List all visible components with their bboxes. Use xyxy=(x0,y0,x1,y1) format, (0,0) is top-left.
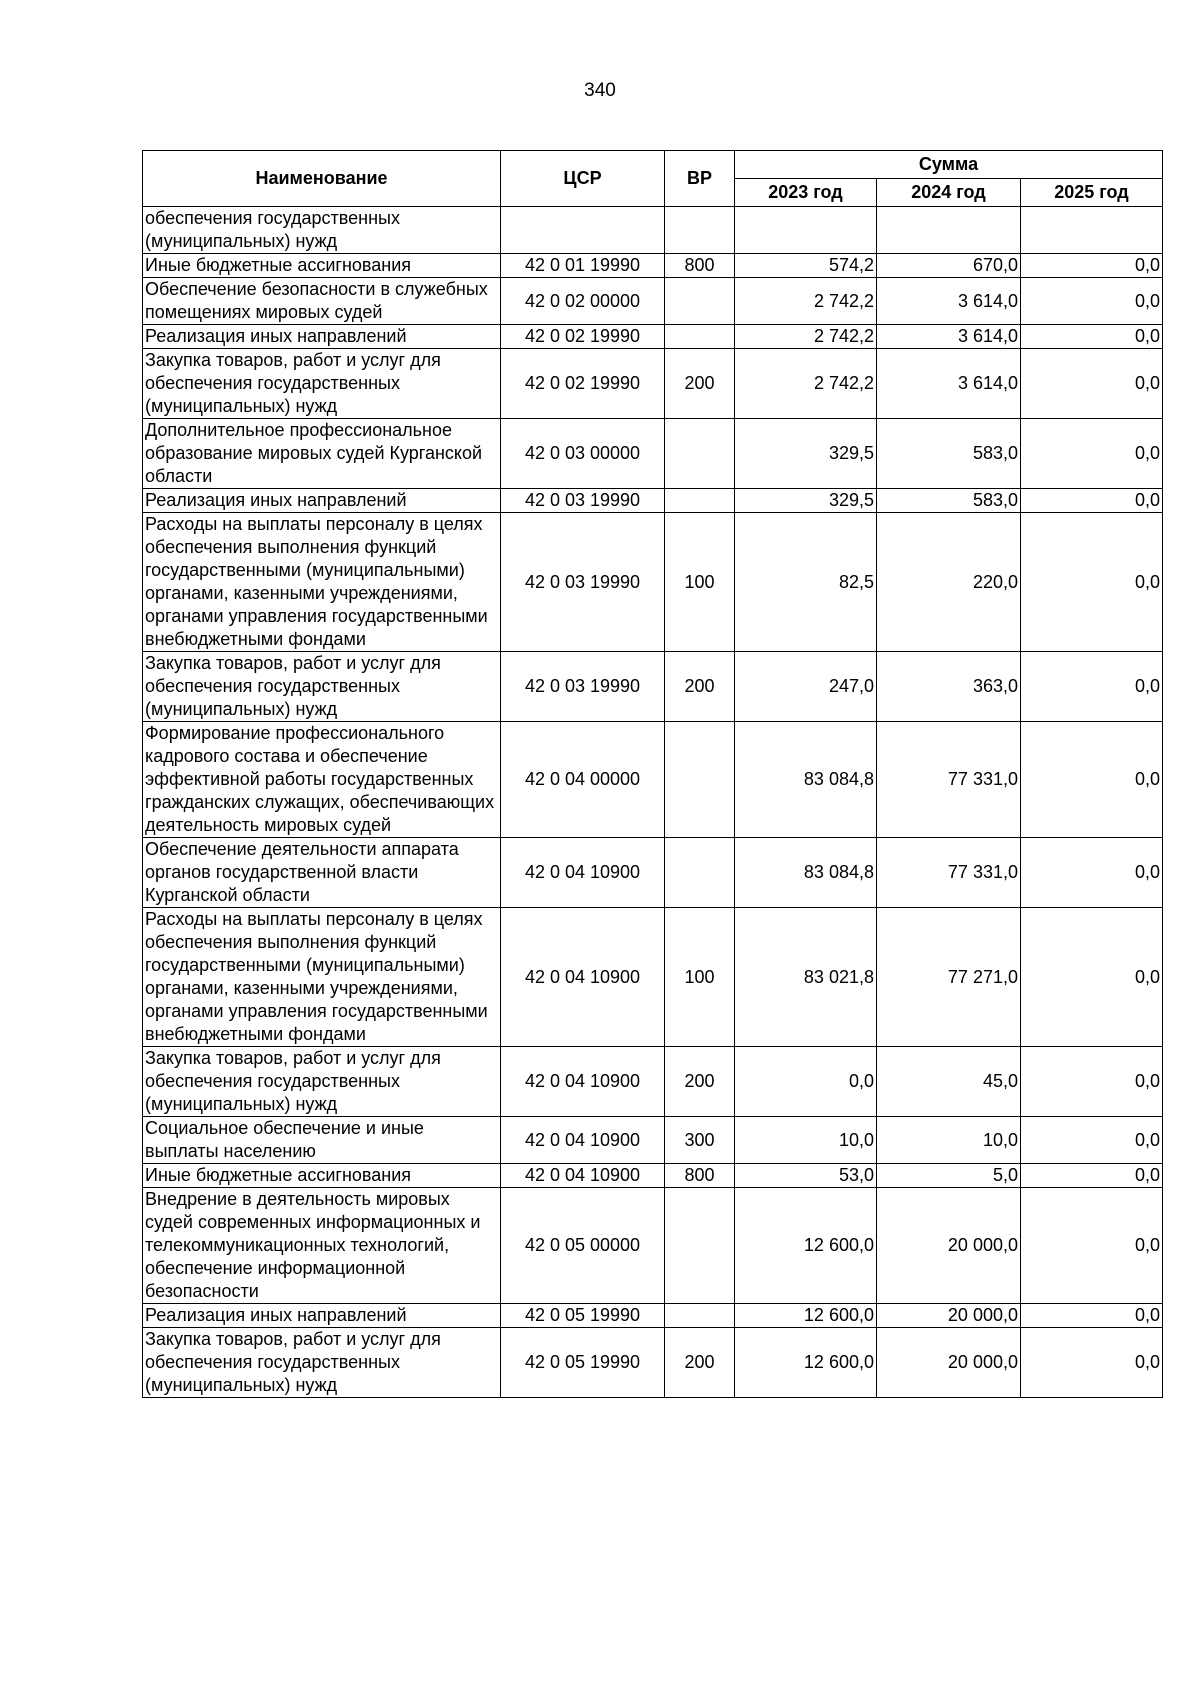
row-amount-2023: 83 084,8 xyxy=(735,838,877,908)
row-csr-code: 42 0 04 00000 xyxy=(501,722,665,838)
row-amount-2023: 574,2 xyxy=(735,254,877,278)
row-name: Обеспечение безопасности в служебных помещениях мировых судей xyxy=(143,278,501,325)
row-amount-2023 xyxy=(735,207,877,254)
row-csr-code: 42 0 03 19990 xyxy=(501,513,665,652)
table-row xyxy=(143,838,1163,908)
row-amount-2023: 2 742,2 xyxy=(735,349,877,419)
row-amount-2023: 0,0 xyxy=(735,1047,877,1117)
row-amount-2025: 0,0 xyxy=(1021,325,1163,349)
row-amount-2024: 363,0 xyxy=(877,652,1021,722)
row-vr-code xyxy=(665,1304,735,1328)
table-row xyxy=(143,652,1163,722)
row-name: Расходы на выплаты персоналу в целях обеспечения выполнения функций государственными (муниципальными) органами, казенными учреждениями, органами управления государственными внебюджетными фондами xyxy=(143,513,501,652)
header-vr: ВР xyxy=(665,151,735,207)
row-name: Обеспечение деятельности аппарата органов государственной власти Курганской области xyxy=(143,838,501,908)
table-row xyxy=(143,1164,1163,1188)
budget-table xyxy=(142,150,1163,1398)
row-csr-code: 42 0 02 19990 xyxy=(501,325,665,349)
row-csr-code: 42 0 02 00000 xyxy=(501,278,665,325)
row-amount-2024: 583,0 xyxy=(877,419,1021,489)
row-amount-2024: 220,0 xyxy=(877,513,1021,652)
header-year-2025: 2025 год xyxy=(1021,179,1163,207)
row-vr-code: 100 xyxy=(665,908,735,1047)
header-year-2023: 2023 год xyxy=(735,179,877,207)
page-number: 340 xyxy=(584,80,616,101)
row-vr-code: 200 xyxy=(665,349,735,419)
row-vr-code xyxy=(665,489,735,513)
table-row xyxy=(143,254,1163,278)
row-name: Иные бюджетные ассигнования xyxy=(143,254,501,278)
row-amount-2024: 583,0 xyxy=(877,489,1021,513)
row-amount-2025: 0,0 xyxy=(1021,513,1163,652)
row-amount-2024 xyxy=(877,207,1021,254)
row-amount-2025: 0,0 xyxy=(1021,1304,1163,1328)
row-name: обеспечения государственных (муниципальных) нужд xyxy=(143,207,501,254)
row-name: Формирование профессионального кадрового состава и обеспечение эффективной работы государственных гражданских служащих, обеспечивающих деятельность мировых судей xyxy=(143,722,501,838)
row-amount-2025: 0,0 xyxy=(1021,1117,1163,1164)
row-amount-2025: 0,0 xyxy=(1021,652,1163,722)
table-row xyxy=(143,207,1163,254)
row-amount-2024: 670,0 xyxy=(877,254,1021,278)
row-amount-2025: 0,0 xyxy=(1021,1188,1163,1304)
header-year-2024: 2024 год xyxy=(877,179,1021,207)
row-amount-2024: 3 614,0 xyxy=(877,278,1021,325)
table-row xyxy=(143,1117,1163,1164)
row-amount-2023: 10,0 xyxy=(735,1117,877,1164)
row-amount-2023: 83 084,8 xyxy=(735,722,877,838)
row-name: Реализация иных направлений xyxy=(143,489,501,513)
row-name: Закупка товаров, работ и услуг для обеспечения государственных (муниципальных) нужд xyxy=(143,349,501,419)
row-amount-2024: 20 000,0 xyxy=(877,1188,1021,1304)
row-vr-code xyxy=(665,1188,735,1304)
row-amount-2023: 329,5 xyxy=(735,419,877,489)
row-name: Расходы на выплаты персоналу в целях обеспечения выполнения функций государственными (муниципальными) органами, казенными учреждениями, органами управления государственными внебюджетными фондами xyxy=(143,908,501,1047)
row-amount-2025: 0,0 xyxy=(1021,489,1163,513)
row-csr-code: 42 0 05 19990 xyxy=(501,1304,665,1328)
row-amount-2023: 2 742,2 xyxy=(735,278,877,325)
row-amount-2025: 0,0 xyxy=(1021,349,1163,419)
row-name: Закупка товаров, работ и услуг для обеспечения государственных (муниципальных) нужд xyxy=(143,1328,501,1398)
table-row xyxy=(143,489,1163,513)
row-amount-2025: 0,0 xyxy=(1021,908,1163,1047)
row-amount-2025: 0,0 xyxy=(1021,278,1163,325)
row-vr-code: 100 xyxy=(665,513,735,652)
row-amount-2023: 247,0 xyxy=(735,652,877,722)
row-csr-code: 42 0 05 19990 xyxy=(501,1328,665,1398)
row-name: Реализация иных направлений xyxy=(143,325,501,349)
row-amount-2023: 12 600,0 xyxy=(735,1304,877,1328)
row-name: Реализация иных направлений xyxy=(143,1304,501,1328)
row-vr-code: 800 xyxy=(665,1164,735,1188)
row-amount-2023: 83 021,8 xyxy=(735,908,877,1047)
row-amount-2025: 0,0 xyxy=(1021,722,1163,838)
row-amount-2023: 2 742,2 xyxy=(735,325,877,349)
table-row xyxy=(143,325,1163,349)
row-amount-2023: 82,5 xyxy=(735,513,877,652)
header-csr: ЦСР xyxy=(501,151,665,207)
row-csr-code: 42 0 02 19990 xyxy=(501,349,665,419)
row-vr-code xyxy=(665,838,735,908)
table-header xyxy=(143,151,1163,207)
row-amount-2024: 5,0 xyxy=(877,1164,1021,1188)
row-amount-2024: 77 271,0 xyxy=(877,908,1021,1047)
row-amount-2023: 12 600,0 xyxy=(735,1188,877,1304)
table-row xyxy=(143,908,1163,1047)
header-name: Наименование xyxy=(143,151,501,207)
row-csr-code xyxy=(501,207,665,254)
row-vr-code xyxy=(665,278,735,325)
table-row xyxy=(143,278,1163,325)
row-csr-code: 42 0 05 00000 xyxy=(501,1188,665,1304)
table-row xyxy=(143,419,1163,489)
row-amount-2025: 0,0 xyxy=(1021,419,1163,489)
row-vr-code xyxy=(665,207,735,254)
row-vr-code: 200 xyxy=(665,652,735,722)
row-csr-code: 42 0 04 10900 xyxy=(501,908,665,1047)
row-csr-code: 42 0 03 19990 xyxy=(501,489,665,513)
row-csr-code: 42 0 03 19990 xyxy=(501,652,665,722)
row-amount-2024: 10,0 xyxy=(877,1117,1021,1164)
row-amount-2023: 329,5 xyxy=(735,489,877,513)
row-amount-2023: 53,0 xyxy=(735,1164,877,1188)
row-csr-code: 42 0 03 00000 xyxy=(501,419,665,489)
row-vr-code: 200 xyxy=(665,1047,735,1117)
row-amount-2025 xyxy=(1021,207,1163,254)
row-name: Дополнительное профессиональное образование мировых судей Курганской области xyxy=(143,419,501,489)
row-amount-2024: 77 331,0 xyxy=(877,838,1021,908)
row-amount-2024: 20 000,0 xyxy=(877,1304,1021,1328)
row-vr-code xyxy=(665,722,735,838)
row-amount-2024: 3 614,0 xyxy=(877,325,1021,349)
table-row xyxy=(143,349,1163,419)
row-name: Внедрение в деятельность мировых судей современных информационных и телекоммуникационных технологий, обеспечение информационной безопасности xyxy=(143,1188,501,1304)
row-amount-2024: 3 614,0 xyxy=(877,349,1021,419)
row-amount-2025: 0,0 xyxy=(1021,1164,1163,1188)
table-row xyxy=(143,513,1163,652)
row-vr-code: 200 xyxy=(665,1328,735,1398)
row-amount-2023: 12 600,0 xyxy=(735,1328,877,1398)
row-amount-2025: 0,0 xyxy=(1021,1328,1163,1398)
row-csr-code: 42 0 01 19990 xyxy=(501,254,665,278)
row-name: Иные бюджетные ассигнования xyxy=(143,1164,501,1188)
row-amount-2024: 77 331,0 xyxy=(877,722,1021,838)
header-sum: Сумма xyxy=(735,151,1163,179)
row-vr-code xyxy=(665,325,735,349)
row-vr-code xyxy=(665,419,735,489)
row-csr-code: 42 0 04 10900 xyxy=(501,1117,665,1164)
row-csr-code: 42 0 04 10900 xyxy=(501,838,665,908)
row-amount-2024: 45,0 xyxy=(877,1047,1021,1117)
table-row xyxy=(143,1047,1163,1117)
row-vr-code: 300 xyxy=(665,1117,735,1164)
table-row xyxy=(143,1188,1163,1304)
table-body xyxy=(143,207,1163,1398)
row-csr-code: 42 0 04 10900 xyxy=(501,1047,665,1117)
row-amount-2024: 20 000,0 xyxy=(877,1328,1021,1398)
table-row xyxy=(143,1328,1163,1398)
row-amount-2025: 0,0 xyxy=(1021,254,1163,278)
table-row xyxy=(143,1304,1163,1328)
row-csr-code: 42 0 04 10900 xyxy=(501,1164,665,1188)
table-row xyxy=(143,722,1163,838)
row-amount-2025: 0,0 xyxy=(1021,1047,1163,1117)
row-name: Социальное обеспечение и иные выплаты населению xyxy=(143,1117,501,1164)
row-amount-2025: 0,0 xyxy=(1021,838,1163,908)
row-name: Закупка товаров, работ и услуг для обеспечения государственных (муниципальных) нужд xyxy=(143,652,501,722)
row-vr-code: 800 xyxy=(665,254,735,278)
row-name: Закупка товаров, работ и услуг для обеспечения государственных (муниципальных) нужд xyxy=(143,1047,501,1117)
